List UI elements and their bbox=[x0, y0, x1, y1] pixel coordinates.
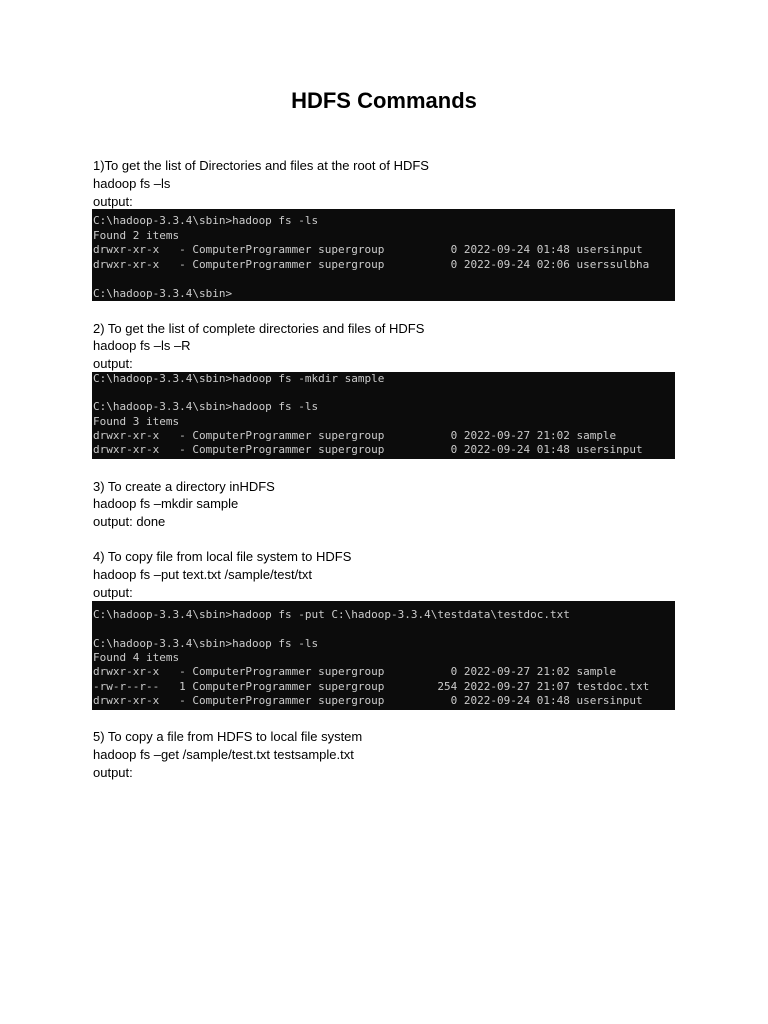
section-3-output-label: output: done bbox=[93, 514, 166, 529]
section-2-terminal bbox=[92, 372, 675, 459]
section-5-heading: 5) To copy a file from HDFS to local file system bbox=[93, 729, 363, 744]
section-3-heading: 3) To create a directory inHDFS bbox=[93, 479, 275, 494]
terminal-line: C:\hadoop-3.3.4\sbin>hadoop fs -ls bbox=[93, 637, 319, 650]
terminal-line: C:\hadoop-3.3.4\sbin>hadoop fs -ls bbox=[93, 214, 319, 227]
terminal-line: C:\hadoop-3.3.4\sbin>hadoop fs -mkdir sample bbox=[93, 372, 385, 385]
terminal-line: drwxr-xr-x - ComputerProgrammer supergroup 0 2022-09-24 01:48 usersinput bbox=[93, 694, 643, 707]
terminal-line: drwxr-xr-x - ComputerProgrammer supergroup 0 2022-09-24 01:48 usersinput bbox=[93, 243, 643, 256]
section-1-output-label: output: bbox=[93, 194, 133, 209]
section-5-command: hadoop fs –get /sample/test.txt testsample.txt bbox=[93, 747, 354, 762]
section-3-command: hadoop fs –mkdir sample bbox=[93, 496, 239, 511]
terminal-line: drwxr-xr-x - ComputerProgrammer supergroup 0 2022-09-27 21:02 sample bbox=[93, 665, 617, 678]
terminal-line: drwxr-xr-x - ComputerProgrammer supergroup 0 2022-09-24 02:06 userssulbha bbox=[93, 258, 650, 271]
section-1-command: hadoop fs –ls bbox=[93, 176, 171, 191]
section-5-output-label: output: bbox=[93, 765, 133, 780]
terminal-line: Found 2 items bbox=[93, 229, 180, 242]
section-1-terminal bbox=[92, 209, 675, 301]
section-2-output-label: output: bbox=[93, 356, 133, 371]
section-1-heading: 1)To get the list of Directories and files at the root of HDFS bbox=[93, 158, 429, 173]
terminal-line: C:\hadoop-3.3.4\sbin> bbox=[93, 287, 233, 300]
terminal-line: Found 3 items bbox=[93, 415, 180, 428]
terminal-line: drwxr-xr-x - ComputerProgrammer supergroup 0 2022-09-27 21:02 sample bbox=[93, 429, 617, 442]
section-2-command: hadoop fs –ls –R bbox=[93, 338, 191, 353]
section-4-output-label: output: bbox=[93, 585, 133, 600]
terminal-line: Found 4 items bbox=[93, 651, 180, 664]
page-title: HDFS Commands bbox=[291, 88, 477, 113]
section-4-heading: 4) To copy file from local file system to HDFS bbox=[93, 549, 352, 564]
terminal-line: C:\hadoop-3.3.4\sbin>hadoop fs -ls bbox=[93, 400, 319, 413]
terminal-line: -rw-r--r-- 1 ComputerProgrammer supergroup 254 2022-09-27 21:07 testdoc.txt bbox=[93, 680, 650, 693]
section-2-heading: 2) To get the list of complete directories and files of HDFS bbox=[93, 321, 425, 336]
section-4-terminal bbox=[92, 601, 675, 710]
terminal-line: drwxr-xr-x - ComputerProgrammer supergroup 0 2022-09-24 01:48 usersinput bbox=[93, 443, 643, 456]
terminal-line: C:\hadoop-3.3.4\sbin>hadoop fs -put C:\hadoop-3.3.4\testdata\testdoc.txt bbox=[93, 608, 570, 621]
section-4-command: hadoop fs –put text.txt /sample/test/txt bbox=[93, 567, 312, 582]
